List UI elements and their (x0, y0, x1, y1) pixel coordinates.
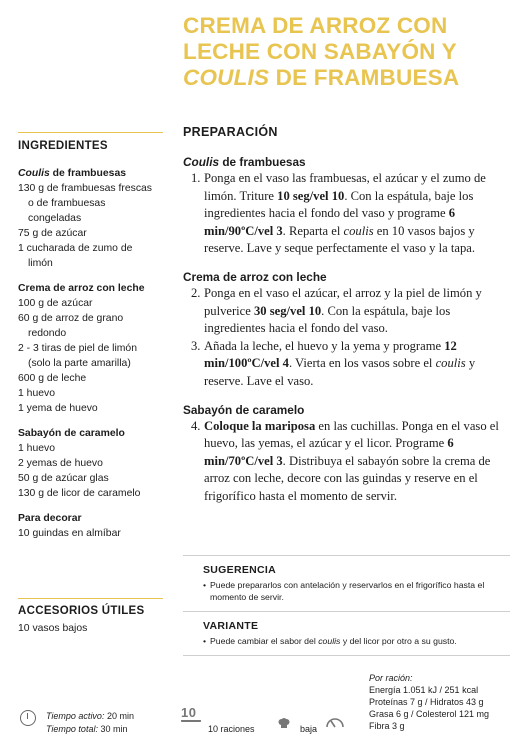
variante-block (183, 612, 510, 655)
step-number: 2. (191, 285, 201, 300)
ingredient-item: 100 g de azúcar (18, 298, 93, 309)
ingredients-sabayon-title: Sabayón de caramelo (18, 428, 125, 439)
nutri-energia: Energía 1.051 kJ / 251 kcal (369, 685, 479, 695)
ingredients-coulis-group (18, 166, 163, 271)
ingredients-column (18, 132, 163, 551)
ingredients-heading: INGREDIENTES (18, 140, 108, 152)
variante-text-row (203, 635, 510, 647)
ingredient-item-continuation: o de frambuesas (28, 198, 106, 209)
dial-icon (325, 715, 345, 729)
ingredient-item: 130 g de licor de caramelo (18, 488, 141, 499)
step-3 (183, 338, 510, 391)
step-number: 4. (191, 418, 201, 433)
step-italic: coulis (435, 356, 466, 371)
steps-coulis (183, 170, 510, 258)
tiempo-total-value: 30 min (97, 724, 128, 734)
variante-italic: coulis (318, 636, 341, 646)
variante-text: Puede cambiar el sabor del (210, 636, 319, 646)
tiempo-activo-value: 20 min (104, 711, 134, 721)
step-text: . Con la espátula, baje los ingredientes hacia el fondo del vaso y programe (204, 188, 474, 221)
step-2 (183, 285, 510, 338)
ingredient-item: 50 g de azúcar glas (18, 473, 109, 484)
ingredient-item-continuation: limón (28, 258, 53, 269)
coulis-title-rest: de frambuesas (219, 155, 306, 169)
step-text: en 10 vasos bajos y reserve. Lave y seque perfectamente el vaso y la tapa. (204, 223, 475, 256)
ingredient-item-continuation: redondo (28, 328, 67, 339)
step-setting: 6 min/70ºC/vel 3 (204, 436, 454, 468)
tiempo-activo (46, 710, 134, 723)
step-text: en las cuchillas. Ponga en el vaso el huevo, las yemas, el azúcar y el licor. Programe (204, 418, 499, 451)
title-line-3-rest: DE FRAMBUESA (269, 65, 460, 90)
ingredients-coulis-title (18, 166, 163, 181)
step-setting: 30 seg/vel 10 (254, 303, 322, 318)
title-line-1: CREMA DE ARROZ CON (183, 13, 448, 38)
ingredients-crema-group (18, 281, 163, 416)
raciones-label: 10 raciones (208, 724, 255, 734)
ingredient-item: 2 - 3 tiras de piel de limón (18, 343, 137, 354)
step-4 (183, 418, 510, 506)
ingredient-item: 10 guindas en almíbar (18, 528, 121, 539)
nutri-fibra: Fibra 3 g (369, 721, 405, 731)
clock-icon (20, 710, 36, 726)
variante-heading: VARIANTE (203, 620, 259, 632)
ingredient-item: 1 yema de huevo (18, 403, 98, 414)
bullet: • (203, 636, 207, 646)
step-text: y reserve. Lave el vaso. (204, 356, 476, 388)
ingredient-item: 600 g de leche (18, 373, 87, 384)
ingredient-item-continuation: congeladas (28, 213, 82, 224)
step-setting: 12 min/100ºC/vel 4 (204, 338, 457, 371)
step-1 (183, 170, 510, 258)
accesorios-heading: ACCESORIOS ÚTILES (18, 605, 145, 617)
servings-number: 10 (181, 705, 197, 720)
step-italic: coulis (343, 223, 374, 238)
step-text: Ponga en el vaso el azúcar, el arroz y la piel de limón y pulverice (204, 285, 482, 318)
ingredients-sabayon-group (18, 426, 163, 501)
ingredients-crema-title: Crema de arroz con leche (18, 283, 145, 294)
nutrition-info (369, 672, 489, 732)
tiempo-total-label: Tiempo total: (46, 724, 98, 734)
step-text: . Reparta el (282, 223, 344, 238)
coulis-title-rest: de frambuesas (49, 168, 126, 179)
ingredient-item: 1 huevo (18, 443, 55, 454)
recipe-title (183, 13, 518, 91)
ingredient-item: 2 yemas de huevo (18, 458, 103, 469)
title-line-3 (183, 65, 518, 91)
ingredients-decorar-group (18, 511, 163, 541)
tiempo-total (46, 723, 134, 736)
accesorios-value: 10 vasos bajos (18, 623, 88, 634)
nutri-proteinas: Proteínas 7 g / Hidratos 43 g (369, 697, 484, 707)
prep-coulis-title (183, 155, 510, 169)
step-text: Añada la leche, el huevo y la yema y programe (204, 338, 445, 353)
prep-crema-title: Crema de arroz con leche (183, 269, 327, 284)
variante-text: y del licor por otro a su gusto. (340, 636, 457, 646)
step-text: . Vierta en los vasos sobre el (288, 356, 436, 371)
sugerencia-text: Puede prepararlos con antelación y reservarlos en el frigorífico hasta el momento de servir. (210, 580, 485, 602)
step-text: . Distribuya el sabayón sobre la crema de arroz con leche, decore con las guindas y reserve en el frigorífico hasta el momento de servir. (204, 453, 491, 503)
ingredient-item: 130 g de frambuesas frescas (18, 183, 152, 194)
nutri-grasa: Grasa 6 g / Colesterol 121 mg (369, 709, 490, 719)
step-setting: Coloque la mariposa (204, 418, 316, 433)
preparation-heading: PREPARACIÓN (183, 125, 278, 139)
tiempo-activo-label: Tiempo activo: (46, 711, 105, 721)
chef-hat-icon (278, 718, 290, 728)
tips-section (183, 555, 510, 656)
ingredient-item: 75 g de azúcar (18, 228, 87, 239)
bullet: • (203, 580, 207, 590)
title-coulis: COULIS (183, 65, 270, 90)
step-number: 1. (191, 171, 201, 185)
sugerencia-text-row (203, 579, 510, 603)
por-racion-label: Por ración: (369, 673, 413, 683)
tips-bottom-divider (183, 655, 510, 656)
coulis-word: Coulis (18, 168, 50, 179)
steps-crema (183, 285, 510, 391)
coulis-word: Coulis (183, 155, 220, 169)
preparation-column (183, 125, 510, 518)
ingredients-decorar-title: Para decorar (18, 513, 82, 524)
sugerencia-heading: SUGERENCIA (203, 564, 277, 576)
step-text: Ponga en el vaso las frambuesas, el azúcar y el zumo de limón. Triture (204, 171, 486, 203)
step-number: 3. (191, 338, 201, 353)
time-info (46, 710, 134, 736)
plate-icon (181, 720, 201, 727)
prep-sabayon-title: Sabayón de caramelo (183, 402, 305, 417)
sugerencia-block (183, 556, 510, 611)
difficulty-label: baja (300, 724, 318, 734)
ingredient-item: 1 cucharada de zumo de (18, 243, 133, 254)
ingredient-item: 60 g de arroz de grano (18, 313, 124, 324)
accesorios-section (18, 598, 163, 634)
title-line-2: LECHE CON SABAYÓN Y (183, 39, 457, 64)
recipe-footer (0, 660, 528, 750)
steps-sabayon (183, 418, 510, 506)
step-setting: 6 min/90ºC/vel 3 (204, 206, 456, 238)
ingredient-item-continuation: (solo la parte amarilla) (28, 358, 131, 369)
step-text: . Con la espátula, baje los ingredientes hacia el fondo del vaso. (204, 303, 451, 336)
step-setting: 10 seg/vel 10 (277, 188, 345, 203)
ingredient-item: 1 huevo (18, 388, 55, 399)
